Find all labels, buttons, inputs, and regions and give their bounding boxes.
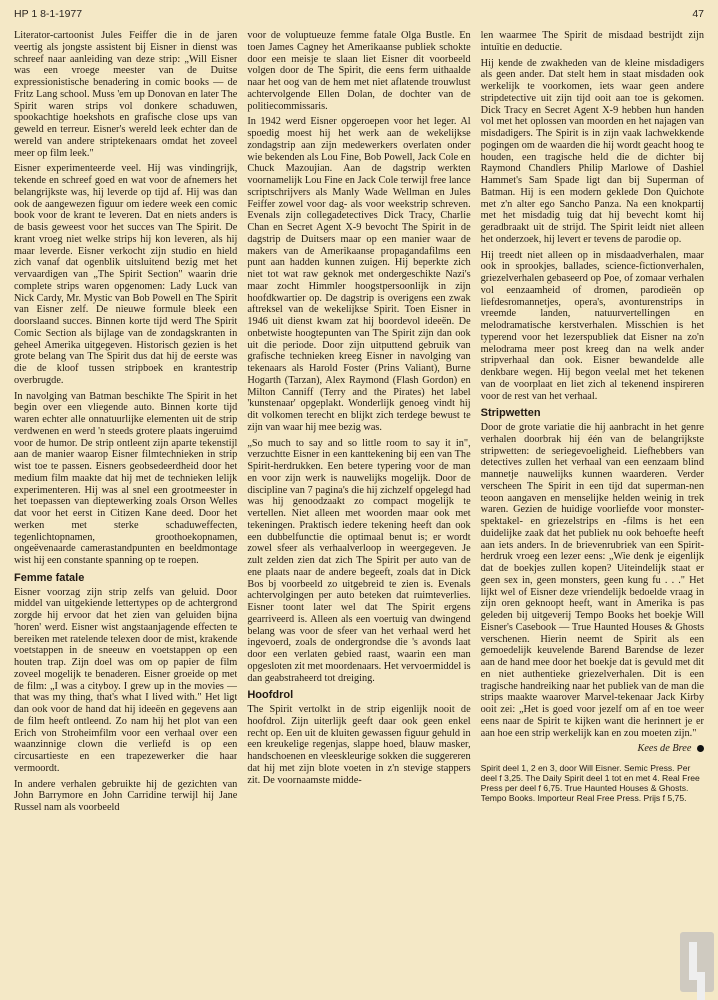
author-name: Kees de Bree: [637, 743, 692, 755]
paragraph: Hij treedt niet alleen op in misdaadverhalen, maar ook in sprookjes, ballades, science-fictionverhalen, griezelverhalen gebaseerd op Poe, of zomaar verhalen vol eenzaamheid of dromen, parodieën op liefdesromannetjes, opera's, avonturenstrips in vreemde landen, natuurvertellingen en melodramatische kerstverhalen. Misschien is het typerend voor het lezerspubliek dat Eisner na zo'n melodrama meer post kreeg dan na welk ander stripverhaal dan ook. Eisner bewandelde alle denkbare wegen. Hij begon veelal met het tekenen van de voorplaat en liet zich al tekenend inspireren voor de rest van het verhaal.: [480, 249, 704, 402]
article-body: [14, 30, 704, 995]
section-heading: Femme fatale: [14, 571, 85, 584]
paragraph: The Spirit vertolkt in de strip eigenlijk nooit de hoofdrol. Zijn uiterlijk geeft daar ook geen enkel recht op. Een uit de kluiten gewassen figuur gehuld in een kreukelige regenjas, slappe hoed, blauw masker, handschoenen en vleeskleurige sokken die suggereren dat hij met zijn blote voeten in z'n stevige stappers zit. De voornaamste midde-: [247, 704, 471, 786]
paragraph: Eisner experimenteerde veel. Hij was vindingrijk, tekende en schreef goed en wat voor de afnemers het belangrijkste was, hij leverde op tijd af. Hij was dan ook de aangewezen figuur om iedere week een comic book voor de krant te leveren. Dat en niets anders is de basis geweest voor het succes van The Spirit. De krant vroeg niet welke strips hij kon leveren, als hij maar leverde. Eisner verkocht zijn studio en hield zich vanaf dat ogenblik uitsluitend bezig met het vervaardigen van „The Spirit Section" waarin drie complete strips waren opgenomen: Lady Luck van Nick Cardy, Mr. Mystic van Bob Powell en The Spirit van Eisner zelf. De nieuwe formule bleek een doorslaand succes. Binnen korte tijd werd The Spirit Comic Section als bijlage van de zondagskranten in geheel Amerika uitgegeven. Historisch gezien is het grote belang van The Spirit dus dat hij de eerste was die de kloof tussen stripboek en krantestrip overbrugde.: [14, 163, 238, 386]
author-signature: [481, 743, 704, 755]
paragraph: „So much to say and so little room to say it in", verzuchtte Eisner in een kanttekening bij een van The Spirit-herdrukken. Een betere typering voor de man en voor zijn werk is nauwelijks mogelijk. Door de discipline van 7 pagina's die hij zichzelf opgelegd had was hij genoodzaakt zo compact mogelijk te vertellen. Niet alleen met woorden maar ook met tekeningen. Praktisch iedere tekening heeft dan ook een dubbelfunctie die optimaal benut is; er wordt zowel sfeer als verhaalverloop in weergegeven. Je zult zelden zien dat zich The Spirit per auto van de ene plaats naar de andere begeeft, zoals dat in Dick Bos bj voorbeeld zo uitgebreid te zien is. Evenals achtervolgingen per auto beteken dat ruimteverlies. Eisner toont later wel dat The Spirit ergens gearriveerd is. Alleen als een voertuig van dwingend belang was voor de sfeer van het verhaal werd het ingevoerd, zoals de ondergrondse die 's avonds laat door een verlaten gebied raast, waarin een man opgesloten zit met moordenaars. Het vervoermiddel is dan geabstraheerd tot dreiging.: [247, 437, 471, 684]
corner-tab-icon: [680, 932, 714, 992]
column-3: [481, 30, 704, 995]
paragraph: In navolging van Batman beschikte The Spirit in het begin over een vliegende auto. Binnen korte tijd waren echter alle onnatuurlijke elementen uit de strip verdwenen en werd 'n steeds grotere plaats ingeruimd voor de humor. De strip ontleent zijn aparte tekenstijl aan de manier waarop Eisner filmtechnieken in strip wist toe te passen. Eisners geobsedeerdheid door het medium film maakte dat hij met de technieken lelijk experimenteren. Hij was al snel een grootmeester in het toepassen van dieptewerking zoals Orson Welles dat voor het eerst in Citizen Kane deed. Door het werken met sterke schaduweffecten, tegenlichtopnamen, groothoekopnamen, ongeëvenaarde camerastandpunten en beeldmontage wist hij een constante spanning op te roepen.: [14, 390, 238, 566]
column-1: [14, 30, 237, 995]
paragraph: Literator-cartoonist Jules Feiffer die in de jaren veertig als jongste assistent bij Eisner in dienst was schreef naar aanleiding van deze strip: „Will Eisner was een vroege meester van de Duitse expressionistische benadering in comic books — de Fritz Lang school. Muss 'em up Donovan en later The Spirit waren strips vol donkere schaduwen, spookachtige hoekshots en grafische close ups van geweld en terreur. Eisner's wereld leek echter dan de wereld van andere striptekenaars omdat het zoveel meer op film leek.": [14, 30, 238, 159]
section-heading: Stripwetten: [480, 407, 541, 420]
paragraph: Eisner voorzag zijn strip zelfs van geluid. Door middel van uitgekiende lettertypes op de achtergrond zorgde hij ervoor dat het zien van geluiden bijna 'horen' werd. Eisner wist angstaanjagende effecten te bereiken met ratelende telexen door de mist, krakende voetstappen in de sneeuw en voetstappen op een houten trap. Zijn doel was om op papier de film zoveel mogelijk te benaderen. Eisner groeide op met de film: „I was a cityboy. I grew up in the movies — that was my thing, that's what I lived with." Het ligt dan ook voor de hand dat hij ideeën en gegevens aan de film heeft ontleend. Zo nam hij het plot van een Erich von Stroheimfilm voor een verhaal over een waanzinnige clown die verliefd is op een circusartieste en een trapezewerker die haar vermoordt.: [14, 586, 238, 774]
paragraph: In andere verhalen gebruikte hij de gezichten van John Barrymore en John Carridine terwijl hij Jane Russel nam als voorbeeld: [14, 778, 238, 813]
paragraph: In 1942 werd Eisner opgeroepen voor het leger. Al spoedig moest hij het werk aan de wekelijkse zondagstrip aan zijn medewerkers overlaten onder wie bekenden als Lou Fine, Bob Powell, Jack Cole en Chuck Mazoujian. Aan de dagstrip werkten voornamelijk Lou Fine en Jack Cole terwijl free lance scriptschrijvers als Manly Wade Wellman en Jules Feiffer zowel voor dag- als voor weekstrip schreven. Evenals zijn collegadetectives Dick Tracy, Charlie Chan en Secret Agent X-9 bevocht The Spirit in de dagstrip de Duitsers maar op een manier waar de makers van de Amerikaanse propagandafilms een punt aan hadden kunnen zuigen. Hij beperkte zich niet tot wat raw geknok met ondergeschikte Nazi's maar zocht Himmler hoogstpersoonlijk in zijn hoofdkwartier op. De dagstrip is overigens een zwak aftreksel van de wekelijkse Spirit. Toen Eisner in 1946 uit dienst kwam zat hij boordevol ideeën. De onbetwiste hoogtepunten van The Spirit zijn dan ook uit die periode. Door zijn uitputtend gebruik van grafische technieken kreeg Eisner in navolging van tekenaars als Harold Foster (Prins Valiant), Burne Hogarth (Tarzan), Alex Raymond (Flash Gordon) en Milton Canniff (Terry and the Pirates) het label 'kunstenaar' opgeplakt. Wonderlijk genoeg vindt hij dit volkomen terecht en blijkt zich terdege bewust te zijn van waar hij mee bezig was.: [247, 116, 471, 433]
paragraph: len waarmee The Spirit de misdaad bestrijdt zijn intuïtie en deductie.: [480, 30, 704, 53]
paragraph: voor de voluptueuze femme fatale Olga Bustle. En toen James Cagney het Amerikaanse publiek schokte door een meisje te slaan liet Eisner dit voorbeeld volgen door de The Spirit, die eens ferm uithaalde naar het oog van de hem met niet aflatende trouwlust achtervolgende Ellen Dolan, de dochter van de politiecommissaris.: [247, 30, 471, 112]
credits-note: Spirit deel 1, 2 en 3, door Will Eisner. Semic Press. Per deel f 3,25. The Daily Spirit deel 1 tot en met 4. Real Free Press per deel f 6,75. True Haunted Houses & Ghosts. Tempo Books. Importeur Real Free Press. Prijs f 5,75.: [480, 763, 700, 803]
column-2: [247, 30, 470, 995]
paragraph: Hij kende de zwakheden van de kleine misdadigers als geen ander. Dat stelt hem in staat misdaden ook werkelijk te voorkomen, iets waar geen andere stripdetective uit zijn tijd ooit aan toe is gekomen. Dick Tracy en Secret Agent X-9 hebben hun handen vol met het oplossen van moorden en het najagen van misdadigers. The Spirit is in zijn vaak lachwekkende pogingen om de waarden die hij wordt geacht hoog te houden, een tragische held die de dichter bij Raymond Chandlers Philip Marlowe of Dashiel Hammet's Sam Spade ligt dan bij Superman of Batman. Hij is een modern geklede Don Quichote met z'n alter ego Sancho Panza. Na een knokpartij met het misdadig tuig dat hij bevecht komt hij geradbraakt uit de strijd. The Spirit leidt niet alleen het onderzoek, hij levert er tevens de parodie op.: [480, 57, 704, 245]
paragraph: Door de grote variatie die hij aanbracht in het genre verhalen doorbrak hij één van de belangrijkste stripwetten: de seriegevoeligheid. Liefhebbers van detectives zullen het verhaal van een eenzaam blind mannetje nauwelijks kunnen waarderen. Verder verscheen The Spirit in een tijd dat superman-nen teoon aangaven en menselijke helden weinig in trek waren. Gezien de huidige voorliefde voor monster- spektakel- en griezelstrips en -films is het een duidelijke zaak dat het publiek nu ook behoefte heeft aan iets anders. In de brievenrubriek van een Spirit-herdruk vroeg een lezer eens: „Wie denk je eigenlijk dat de boekjes zullen kopen? Uiteindelijk staat er geen sex in, geen monsters, geen kung fu . . ." Het lijkt wel of Eisner deze vriendelijk bedoelde vraag in zijn oren geknoopt heeft, want in Amerika is pas geleden bij uitgeverij Tempo Books het boekje Will Eisner's Casebook — True Haunted Houses & Ghosts verschenen. Hierin neemt de Spirit als een gemoedelijk keuvelende Barend Barendse de lezer aan de hand mee door het boekje dat is gevuld met dit en niet authentieke griezelverhalen. Dit is een tragische handreiking naar het publiek van de man die strips maakte waarover Marvel-tekenaar Jack Kirby ooit zei: „Het is goed voor jezelf om af en toe weer eens naar de Spirit te kijken want die herinnert je er aan hoe een strip werkelijk kan en zou moeten zijn.": [480, 422, 704, 739]
page-number: 47: [692, 8, 704, 20]
section-heading: Hoofdrol: [247, 689, 294, 702]
page-header: [14, 8, 704, 24]
issue-date: HP 1 8-1-1977: [14, 8, 83, 20]
end-bullet-icon: [697, 745, 704, 752]
